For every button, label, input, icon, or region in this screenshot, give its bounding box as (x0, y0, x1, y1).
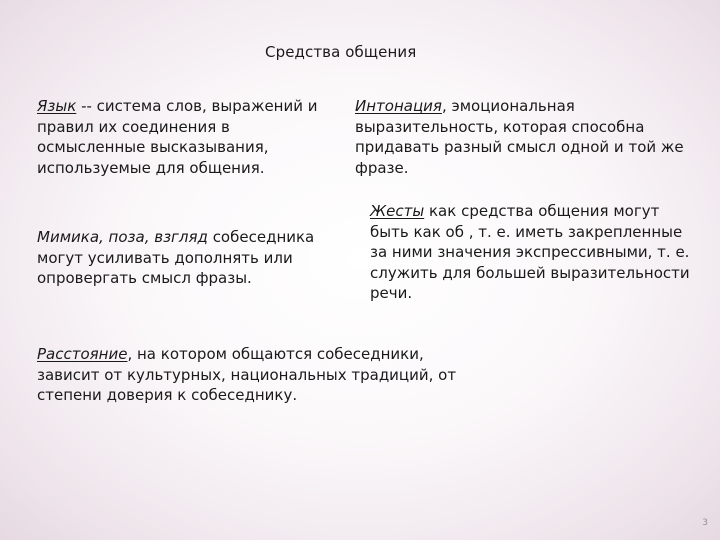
gestures-definition: как средства общения могут быть как об , т. е. иметь закрепленные за ними значения экспрессивными, т. е. служить для большей выразительности речи. (370, 202, 690, 302)
facial-expression-paragraph (37, 227, 347, 289)
intonation-paragraph (355, 96, 695, 178)
intonation-term: Интонация (355, 97, 442, 115)
intonation-definition: , эмоциональная выразительность, которая способна придавать разный смысл одной и той же фразе. (355, 97, 684, 177)
distance-definition: , на котором общаются собеседники, зависит от культурных, национальных традиций, от степени доверия к собеседнику. (37, 345, 457, 404)
slide-title: Средства общения (265, 43, 417, 61)
gestures-term: Жесты (370, 202, 425, 220)
facial-expression-term: Мимика, поза, взгляд (37, 228, 208, 246)
distance-term: Расстояние (37, 345, 128, 363)
language-term: Язык (37, 97, 77, 115)
gestures-paragraph (370, 201, 690, 304)
facial-expression-definition: собеседника могут усиливать дополнять или опровергать смысл фразы. (37, 228, 315, 287)
distance-paragraph (37, 344, 487, 406)
language-definition: -- система слов, выражений и правил их соединения в осмысленные высказывания, используемые для общения. (37, 97, 318, 177)
page-number: 3 (702, 518, 708, 528)
language-paragraph (37, 96, 337, 178)
